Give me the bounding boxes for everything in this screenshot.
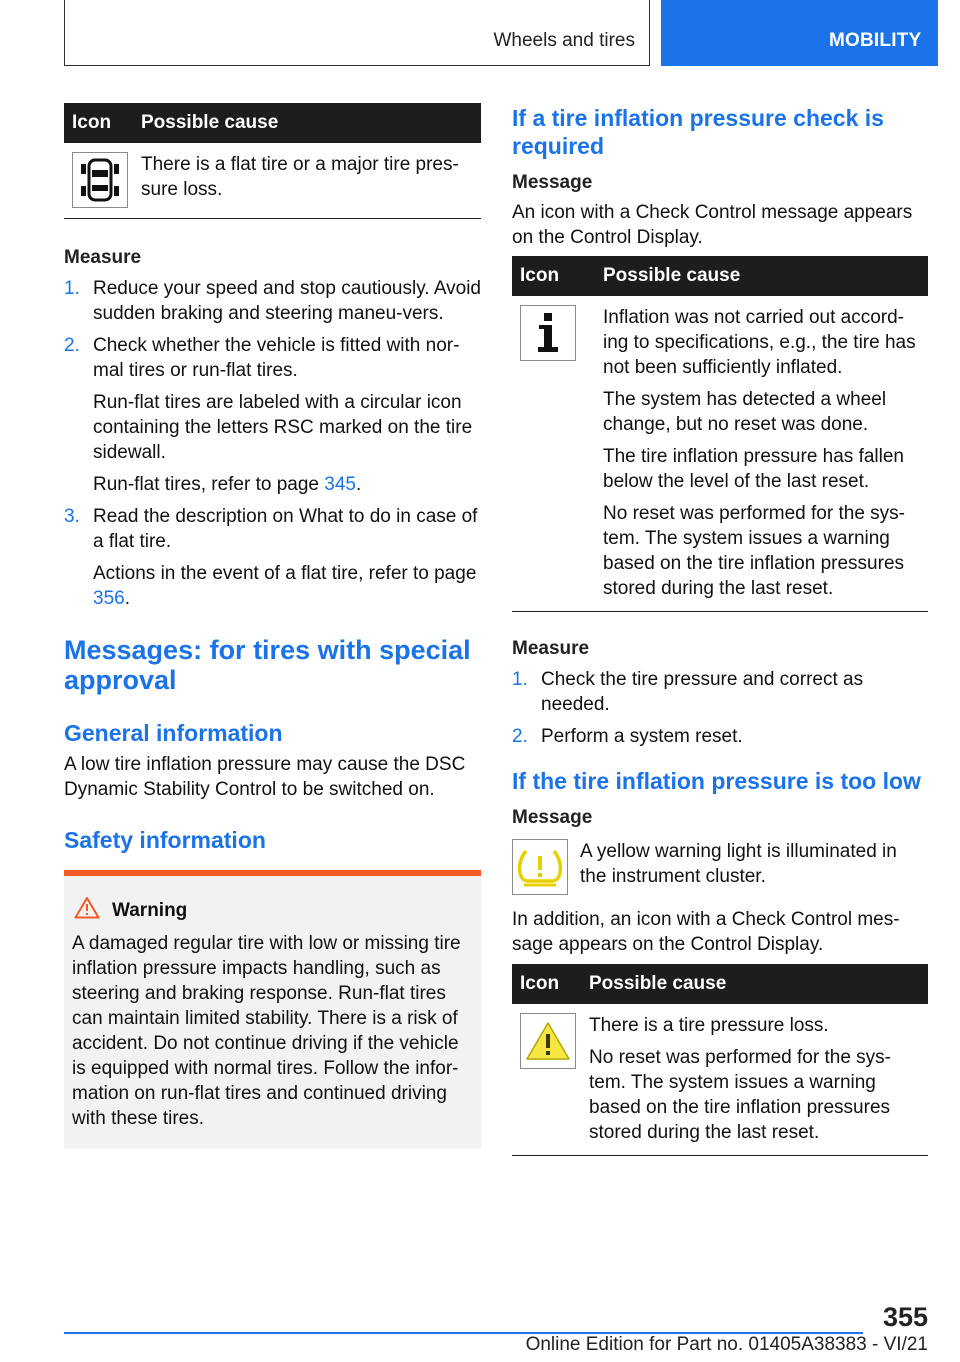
addition-text: In addition, an icon with a Check Control mes-sage appears on the Control Display. [512,909,900,955]
table-row [512,1004,928,1156]
left-column [64,103,481,1149]
measure-label: Measure [512,638,590,659]
message-label: Message [512,807,593,828]
message-label: Message [512,172,593,193]
warning-text: A damaged regular tire with low or missing tire inflation pressure impacts handling, such as steering and braking response. Run-flat tires can maintain limited stability. There is a risk of accident. Do not continue driving if the vehicle is equipped with normal tires. Follow the infor-mation on run-flat tires and continued driving with these tires. [72,933,461,1129]
page-number: 355 [882,1302,928,1332]
measure-label: Measure [64,247,142,268]
list-item: 3. Read the description on What to do in case of a flat tire. Actions in the event of a flat tire, refer to page 356. [64,506,478,609]
table-row [64,143,481,219]
list-item: 1. Reduce your speed and stop cautiously. Avoid sudden braking and steering maneu-vers. [64,278,481,324]
table-header-icon: Icon [512,256,595,296]
header-section-box [64,0,650,66]
heading-general-information: General information [64,720,283,746]
list-item: 2. Check whether the vehicle is fitted with nor-mal tires or run-flat tires. Run-flat tires are labeled with a circular icon containing the letters RSC marked on the tire sidewall. Run-flat tires, refer to page 345. [64,335,473,495]
table-header-icon: Icon [64,103,133,143]
list-item: 1. Check the tire pressure and correct as needed. [512,669,864,715]
header-chapter-tab[interactable]: MOBILITY [661,0,938,66]
measure-steps-list [512,667,928,749]
tire-pressure-warning-light-icon [512,839,568,895]
info-icon [520,305,576,361]
message-text: An icon with a Check Control message appears on the Control Display. [512,202,913,248]
step-number: 3. [64,506,80,527]
list-item: 2. Perform a system reset. [512,726,743,747]
general-info-text: A low tire inflation pressure may cause the DSC Dynamic Stability Control to be switched on. [64,754,466,800]
heading-special-approval: Messages: for tires with special approval [64,635,471,695]
page-ref-link-356[interactable]: 356 [93,588,125,609]
table-cell-cause: Inflation was not carried out accord-ing to specifications, e.g., the tire has not been sufficiently inflated. The system has detected a wheel change, but no reset was done. The tire inflation pressure has fallen below the level of the last reset. No reset was performed for the sys-tem. The system issues a warning based on the tire inflation pressures stored during the last reset. [603,307,916,599]
heading-safety-information: Safety information [64,827,266,853]
table-header-icon: Icon [512,964,581,1004]
table-header-cause: Possible cause [133,103,481,143]
measure-steps-list [64,276,481,611]
header-section-title: Wheels and tires [493,30,635,51]
step-number: 2. [512,726,528,747]
footer-edition: Online Edition for Part no. 01405A38383 - VI/21 [525,1334,928,1355]
heading-pressure-too-low: If the tire inflation pressure is too low [512,768,921,794]
flat-tire-table [64,103,481,219]
warning-box [64,870,481,1149]
right-column [512,103,928,1156]
table-header-cause: Possible cause [581,964,928,1004]
step-number: 2. [64,335,80,356]
table-row [512,296,928,612]
warning-light-text: A yellow warning light is illuminated in the instrument cluster. [580,841,897,887]
step-number: 1. [512,669,528,690]
heading-pressure-check-required: If a tire inflation pressure check is required [512,105,884,159]
step-number: 1. [64,278,80,299]
warning-title: Warning [112,899,188,921]
yellow-warning-triangle-icon [520,1013,576,1069]
pressure-check-table [512,256,928,612]
table-cell-cause: There is a tire pressure loss. No reset was performed for the sys-tem. The system issues a warning based on the tire inflation pressures stored during the last reset. [589,1015,891,1143]
warning-triangle-icon [74,896,100,925]
pressure-loss-table [512,964,928,1156]
page-ref-link-345[interactable]: 345 [324,474,356,495]
table-header-cause: Possible cause [595,256,928,296]
car-tire-pressure-icon [72,152,128,208]
warning-light-row [512,839,928,895]
table-cell-cause: There is a flat tire or a major tire pres-sure loss. [141,154,459,200]
